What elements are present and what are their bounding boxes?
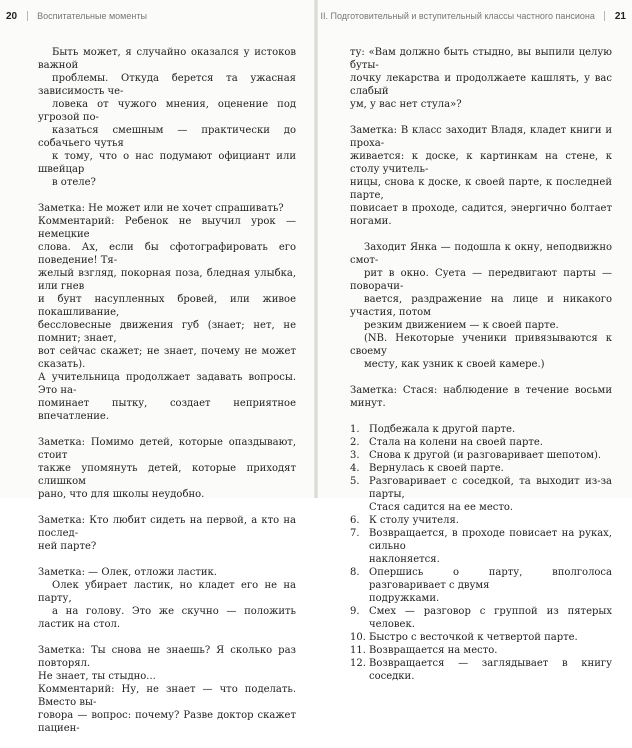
text-line: проблемы. Откуда берется та ужасная зависимость че- [38,73,296,97]
text-line: лочку лекарства и продолжаете кашлять, у вас слабый [350,73,612,97]
observation-number: 3. [350,450,360,461]
observation-number: 6. [350,515,360,526]
observation-item [350,462,612,475]
text-line: а на голову. Это же скучно — положить ластик на стол. [38,606,296,630]
text-line: вается, раздражение на лице и никакого участия, потом [350,294,612,318]
paragraph [38,579,296,631]
observation-item [350,475,612,514]
text-line: Заметка: Не может или не хочет спрашивать? [38,203,284,214]
text-line: к тому, что о нас подумают официант или швейцар [38,151,296,175]
paragraph [350,241,612,332]
text-line: ум, у вас нет стула»? [350,99,462,110]
observation-item [350,514,612,527]
observation-number: 9. [350,606,360,617]
text-line: слова. Ах, если бы сфотографировать его поведение! Тя- [38,242,296,266]
observation-item [350,527,612,566]
observation-number: 8. [350,567,360,578]
text-line: живается: к доске, к картинкам на стене, к столу учитель- [350,151,612,175]
observation-text: Стася садится на ее место. [369,502,514,513]
text-line: поминает пытку, создает неприятное впечатление. [38,398,296,422]
text-line: Заметка: Стася: наблюдение в течение восьми минут. [350,385,612,409]
right-page [316,0,632,682]
observation-item [350,423,612,436]
text-line: Олек убирает ластик, но кладет его не на парту, [38,580,296,604]
paragraph [38,644,296,735]
observation-number: 10. [350,632,366,643]
text-line: говора — вопрос: почему? Разве доктор скажет пациен- [38,710,296,734]
text-line: вот сейчас скажет; не знает, почему не может сказать). [38,346,296,370]
observation-item [350,631,612,644]
text-line: также упомянуть детей, которые приходят слишком [38,463,296,487]
text-line: Комментарий: Ребенок не выучил урок — немецкие [38,216,296,240]
observation-text: К столу учителя. [369,515,459,526]
observation-item [350,644,612,657]
observation-text: Подбежала к другой парте. [369,424,516,435]
text-line: А учительница продолжает задавать вопросы. Это на- [38,372,296,396]
text-line: месту, как узник к своей камере.) [364,359,545,370]
observation-item [350,605,612,631]
text-line: Заметка: Помимо детей, которые опаздывают, стоит [38,437,296,461]
observation-text: Быстро с весточкой к четвертой парте. [369,632,578,643]
left-page-number: 20 [6,10,18,22]
text-line: резким движением — к своей парте. [364,320,559,331]
text-line: казаться смешным — практически до собачьего чутья [38,125,296,149]
text-line: в отеле? [52,177,96,188]
paragraph [350,384,612,410]
paragraph [350,46,612,111]
observation-item [350,436,612,449]
text-line: ницы, снова к доске, к своей парте, к последней парте, [350,177,612,201]
observation-number: 4. [350,463,360,474]
paragraph [38,514,296,553]
paragraph [38,566,296,579]
observation-text: Вернулась к своей парте. [369,463,504,474]
left-running-head: Воспитательные моменты [27,11,147,21]
text-line: Заметка: В класс заходит Владя, кладет книги и проха- [350,125,612,149]
observation-text: Возвращается — заглядывает в книгу соседки. [369,658,612,682]
observation-text: Опершись о парту, вполголоса разговаривает с двумя [369,567,612,591]
text-line: ней парте? [38,541,97,552]
text-line: бессловесные движения губ (знает; нет, не помнит; знает, [38,320,296,344]
paragraph [350,124,612,228]
text-line: желый взгляд, покорная поза, бледная улыбка, или гнев [38,268,296,292]
paragraph [38,46,296,189]
observation-text: подружками. [369,593,440,604]
observation-text: Возвращается, в проходе повисает на руках, сильно [369,528,612,552]
left-page [0,0,316,734]
observation-item [350,566,612,605]
observation-number: 11. [350,645,366,656]
text-line: и бунт насупленных бровей, или живое покашливание, [38,294,296,318]
observation-number: 2. [350,437,360,448]
text-line: рит в окно. Суета — передвигают парты — поворачи- [350,268,612,292]
right-page-number: 21 [614,10,626,22]
text-line: Заметка: Ты снова не знаешь? Я сколько раз повторял. [38,645,296,669]
observation-list [350,423,612,683]
observation-number: 7. [350,528,360,539]
observation-number: 5. [350,476,360,487]
observation-text: Разговаривает с соседкой, та выходит из-за парты, [369,476,612,500]
observation-text: Возвращается на место. [369,645,498,656]
paragraph [38,436,296,501]
observation-item [350,449,612,462]
right-page-body [350,46,612,683]
observation-text: Смех — разговор с группой из пятерых человек. [369,606,612,630]
observation-item [350,657,612,683]
text-line: Заметка: — Олек, отложи ластик. [38,567,217,578]
observation-number: 12. [350,658,366,669]
text-line: рано, что для школы неудобно. [38,489,205,500]
text-line: Не знает, ты стыдно... [38,671,156,682]
observation-number: 1. [350,424,360,435]
observation-text: Снова к другой (и разговаривает шепотом). [369,450,602,461]
right-page-header [321,7,627,25]
observation-text: наклоняется. [369,554,440,565]
text-line: Комментарий: Ну, не знает — что поделать. Вместо вы- [38,684,296,708]
paragraph [38,202,296,423]
text-line: (NB. Некоторые ученики привязываются к своему [350,333,612,357]
left-page-body [38,46,296,748]
text-line: Заметка: Кто любит сидеть на первой, а кто на послед- [38,515,296,539]
text-line: Быть может, я случайно оказался у истоков важной [38,47,296,71]
text-line: ловека от чужого мнения, оценение под угрозой по- [38,99,296,123]
left-page-header [6,7,147,25]
text-line: ту: «Вам должно быть стыдно, вы выпили целую буты- [350,47,612,71]
text-line: повисает в проходе, садится, энергично болтает ногами. [350,203,612,227]
paragraph [350,332,612,371]
right-running-head: II. Подготовительный и вступительный классы частного пансиона [321,11,605,21]
text-line: Заходит Янка — подошла к окну, неподвижно смот- [350,242,612,266]
observation-text: Стала на колени на своей парте. [369,437,543,448]
